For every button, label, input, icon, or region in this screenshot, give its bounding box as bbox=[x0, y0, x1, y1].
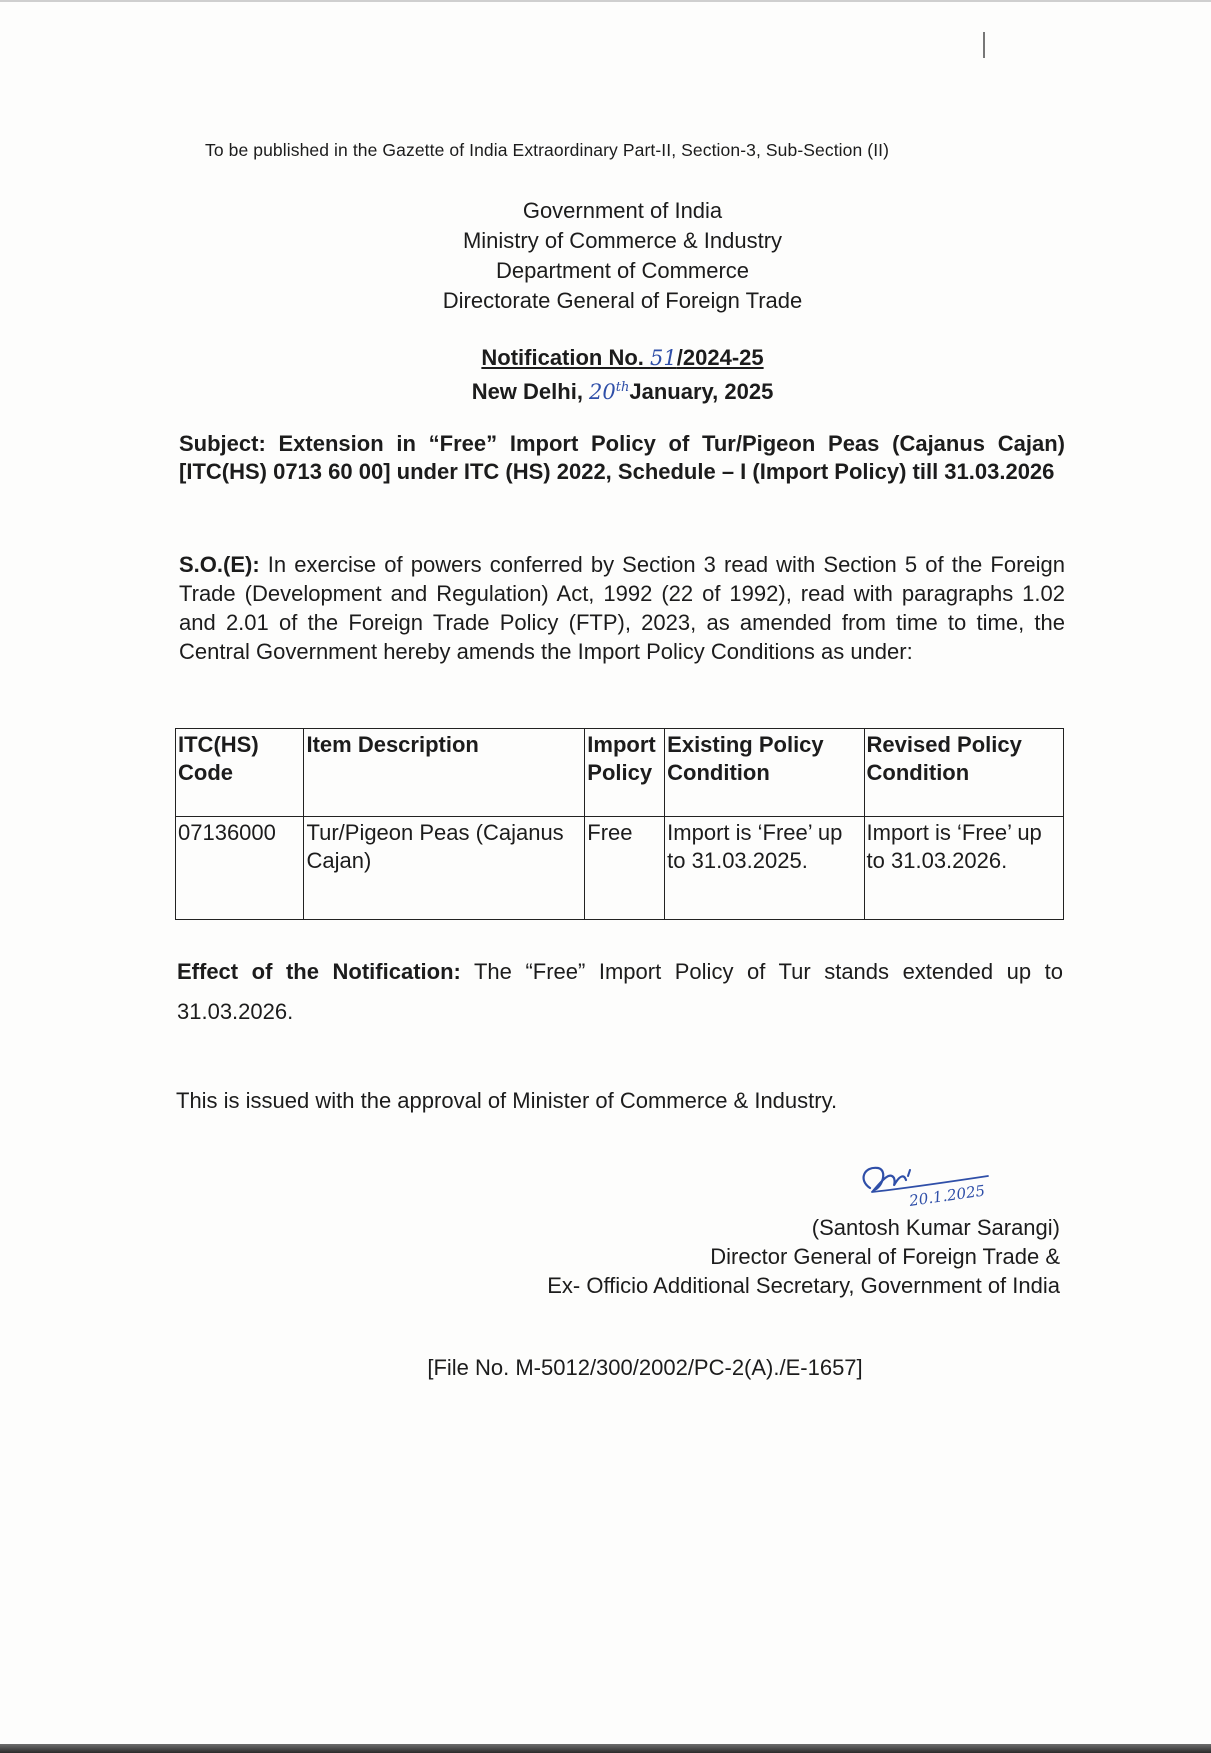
header-import-policy: Import Policy bbox=[585, 729, 665, 817]
signature-date: 20.1.2025 bbox=[908, 1181, 987, 1210]
handwritten-number: 51 bbox=[650, 346, 677, 370]
file-number: [File No. M-5012/300/2002/PC-2(A)./E-1657] bbox=[427, 1355, 863, 1380]
subject-paragraph: Subject: Extension in “Free” Import Policy of Tur/Pigeon Peas (Cajanus Cajan) [ITC(HS) 0713 60 00] under ITC (HS) 2022, Schedule – I (Import Policy) till 31.03.2026 bbox=[179, 431, 1065, 484]
handwritten-day-suffix: th bbox=[615, 380, 630, 395]
order-label: S.O.(E): bbox=[179, 552, 260, 577]
issuer-department: Department of Commerce bbox=[495, 258, 750, 283]
handwritten-day-number: 20 bbox=[589, 380, 616, 404]
scan-edge-line bbox=[0, 0, 1211, 2]
signatory-block bbox=[420, 1213, 1060, 1300]
header-revised-condition: Revised Policy Condition bbox=[864, 729, 1063, 817]
scan-bottom-edge bbox=[0, 1744, 1211, 1753]
notification-number bbox=[420, 343, 825, 373]
signatory-name: (Santosh Kumar Sarangi) bbox=[811, 1215, 1060, 1240]
effect-label: Effect of the Notification: bbox=[177, 959, 461, 984]
issuer-government: Government of India bbox=[522, 198, 723, 223]
signatory-designation: Director General of Foreign Trade & bbox=[710, 1244, 1060, 1269]
order-text: In exercise of powers conferred by Section 3 read with Section 5 of the Foreign Trade (Development and Regulation) Act, 1992 (22 of 1992), read with paragraphs 1.02 and 2.01 of the Foreign Trade Policy (FTP), 2023, as amended from time to time, the Central Government hereby amends the Import Policy Conditions as under: bbox=[179, 552, 1065, 664]
table-row bbox=[176, 817, 1064, 920]
cell-import-policy: Free bbox=[585, 817, 665, 920]
cell-itc-code: 07136000 bbox=[176, 817, 304, 920]
notification-prefix: Notification No. bbox=[481, 345, 651, 370]
effect-paragraph bbox=[177, 952, 1063, 1032]
notification-date bbox=[420, 373, 825, 407]
cell-existing-condition: Import is ‘Free’ up to 31.03.2025. bbox=[665, 817, 864, 920]
header-existing-condition: Existing Policy Condition bbox=[665, 729, 864, 817]
cell-item-description: Tur/Pigeon Peas (Cajanus Cajan) bbox=[304, 817, 585, 920]
issuer-directorate: Directorate General of Foreign Trade bbox=[442, 288, 803, 313]
notification-block bbox=[420, 343, 825, 407]
handwritten-day bbox=[589, 380, 629, 404]
order-paragraph bbox=[179, 550, 1065, 666]
effect-text: The “Free” Import Policy of Tur stands extended up to 31.03.2026. bbox=[177, 959, 1063, 1024]
header-itc-code: ITC(HS) Code bbox=[176, 729, 304, 817]
notification-suffix: /2024-25 bbox=[676, 345, 764, 370]
signatory-designation-2: Ex- Officio Additional Secretary, Government of India bbox=[547, 1273, 1060, 1298]
header-item-description: Item Description bbox=[304, 729, 585, 817]
handwritten-signature bbox=[848, 1158, 1008, 1210]
notification-place: New Delhi, bbox=[471, 379, 590, 404]
notification-month-year: January, 2025 bbox=[629, 379, 774, 404]
policy-table bbox=[175, 728, 1064, 920]
issuer-block bbox=[380, 196, 865, 316]
cell-revised-condition: Import is ‘Free’ up to 31.03.2026. bbox=[864, 817, 1063, 920]
issuer-ministry: Ministry of Commerce & Industry bbox=[462, 228, 783, 253]
gazette-header: To be published in the Gazette of India Extraordinary Part-II, Section-3, Sub-Section (II) bbox=[205, 140, 890, 160]
table-header-row bbox=[176, 729, 1064, 817]
approval-statement: This is issued with the approval of Minister of Commerce & Industry. bbox=[176, 1088, 838, 1113]
scan-mark bbox=[983, 32, 985, 58]
